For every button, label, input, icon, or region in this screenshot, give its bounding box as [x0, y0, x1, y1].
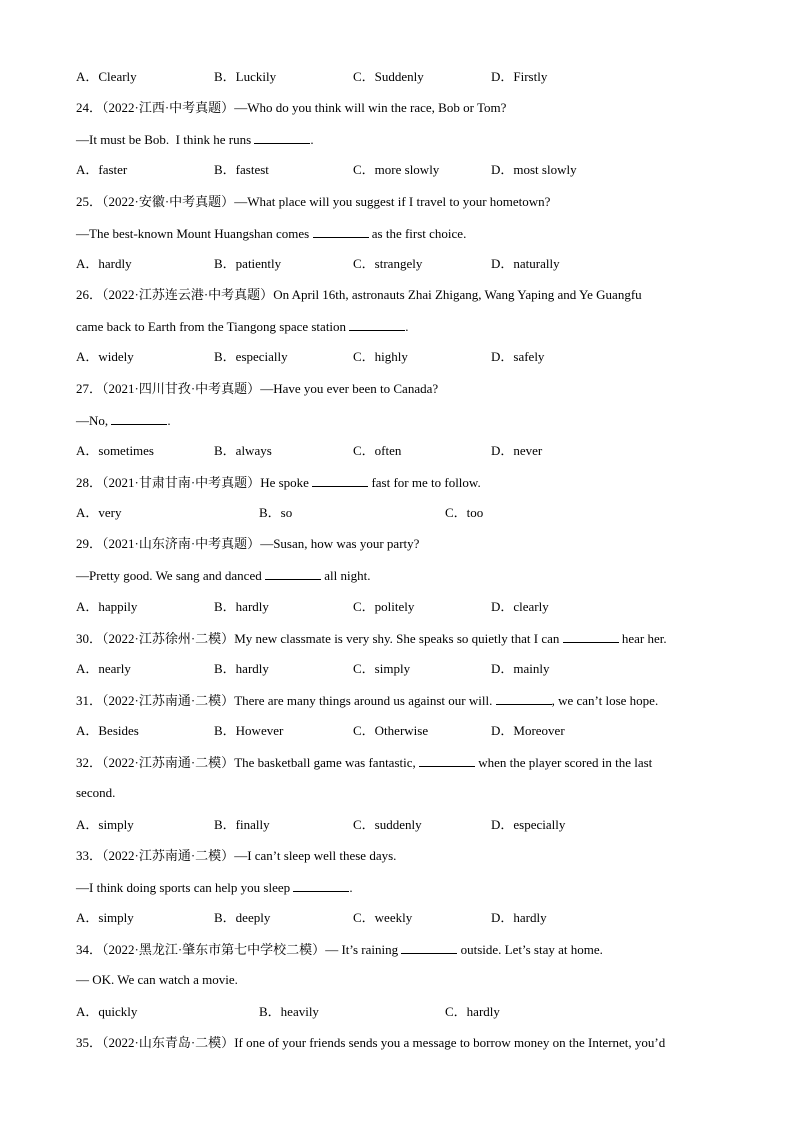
option-c[interactable]: C．suddenly: [353, 817, 422, 832]
question-text: He spoke: [260, 475, 313, 490]
question-stem: [76, 630, 667, 647]
answer-blank[interactable]: [419, 754, 475, 767]
option-a[interactable]: A．very: [76, 505, 122, 520]
question-source: （2021·甘肃甘南·中考真题）: [102, 475, 261, 490]
question-text: .: [405, 319, 409, 334]
question-text: hear her.: [618, 631, 667, 646]
question-line: [76, 225, 466, 242]
question-stem: [76, 754, 652, 771]
question-number: 29．: [76, 536, 103, 551]
answer-blank[interactable]: [313, 225, 369, 238]
question-text: There are many things around us against our will.: [234, 693, 496, 708]
question-text: second.: [76, 785, 116, 800]
question-source: （2022·江苏连云港·中考真题）: [102, 287, 274, 302]
option-b[interactable]: B．finally: [214, 817, 270, 832]
question-line: [76, 412, 171, 429]
question-number: 33．: [76, 848, 103, 863]
question-text: , we can’t lose hope.: [551, 693, 659, 708]
question-text: came back to Earth from the Tiangong space station: [76, 319, 350, 334]
option-d[interactable]: D．safely: [491, 349, 545, 364]
option-a[interactable]: A．quickly: [76, 1004, 138, 1019]
option-a[interactable]: A．Clearly: [76, 69, 137, 84]
question-text: outside. Let’s stay at home.: [457, 942, 603, 957]
option-b[interactable]: B．so: [259, 505, 293, 520]
option-d[interactable]: D．Moreover: [491, 723, 565, 738]
option-b[interactable]: B．deeply: [214, 910, 271, 925]
option-row: [76, 910, 736, 926]
question-number: 28．: [76, 475, 103, 490]
question-text: —No,: [76, 413, 112, 428]
question-stem: [76, 692, 658, 709]
option-row: [76, 349, 736, 365]
question-text: all night.: [320, 568, 371, 583]
option-row: [76, 817, 736, 833]
question-number: 32．: [76, 755, 103, 770]
question-text: .: [349, 880, 353, 895]
option-d[interactable]: D．clearly: [491, 599, 549, 614]
option-a[interactable]: A．simply: [76, 817, 134, 832]
option-c[interactable]: C．Otherwise: [353, 723, 429, 738]
question-source: （2022·安徽·中考真题）: [102, 194, 235, 209]
question-line: [76, 785, 115, 801]
option-b[interactable]: B．However: [214, 723, 284, 738]
option-a[interactable]: A．widely: [76, 349, 134, 364]
answer-blank[interactable]: [293, 879, 349, 892]
question-number: 34．: [76, 942, 103, 957]
question-text: The basketball game was fantastic,: [234, 755, 420, 770]
option-b[interactable]: B．especially: [214, 349, 288, 364]
question-number: 30．: [76, 631, 103, 646]
question-text: — OK. We can watch a movie.: [76, 972, 238, 987]
question-number: 27．: [76, 381, 103, 396]
question-number: 26．: [76, 287, 103, 302]
question-stem: [76, 941, 603, 958]
question-line: [76, 318, 409, 335]
option-row: [76, 69, 736, 85]
option-row: [76, 723, 736, 739]
option-d[interactable]: D．especially: [491, 817, 566, 832]
option-b[interactable]: B．hardly: [214, 599, 269, 614]
option-b[interactable]: B．heavily: [259, 1004, 319, 1019]
question-text: —Pretty good. We sang and danced: [76, 568, 265, 583]
option-a[interactable]: A．happily: [76, 599, 138, 614]
question-source: （2022·江苏南通·二模）: [102, 755, 235, 770]
option-row: [76, 599, 736, 615]
question-source: （2022·江西·中考真题）: [102, 100, 235, 115]
question-text: as the first choice.: [368, 226, 467, 241]
option-c[interactable]: C．hardly: [445, 1004, 500, 1019]
question-stem: [76, 848, 396, 864]
question-number: 24．: [76, 100, 103, 115]
option-c[interactable]: C．too: [445, 505, 484, 520]
option-d[interactable]: D．Firstly: [491, 69, 548, 84]
question-source: （2022·山东青岛·二模）: [102, 1035, 235, 1050]
question-text: —Who do you think will win the race, Bob or Tom?: [234, 100, 507, 115]
option-a[interactable]: A．Besides: [76, 723, 139, 738]
question-text: If one of your friends sends you a message to borrow money on the Internet, you’d: [234, 1035, 666, 1050]
question-stem: [76, 100, 506, 116]
option-row: [76, 1004, 736, 1020]
option-c[interactable]: C．highly: [353, 349, 408, 364]
question-text: My new classmate is very shy. She speaks so quietly that I can: [234, 631, 563, 646]
option-b[interactable]: B．always: [214, 443, 272, 458]
question-text: — It’s raining: [325, 942, 402, 957]
question-number: 31．: [76, 693, 103, 708]
option-b[interactable]: B．patiently: [214, 256, 282, 271]
question-stem: [76, 381, 438, 397]
question-text: —I can’t sleep well these days.: [234, 848, 397, 863]
option-a[interactable]: A．nearly: [76, 661, 131, 676]
question-source: （2021·山东济南·中考真题）: [102, 536, 261, 551]
option-row: [76, 661, 736, 677]
option-c[interactable]: C．politely: [353, 599, 415, 614]
option-row: [76, 505, 736, 521]
option-b[interactable]: B．Luckily: [214, 69, 277, 84]
question-source: （2022·江苏南通·二模）: [102, 848, 235, 863]
question-text: fast for me to follow.: [368, 475, 481, 490]
question-text: —The best-known Mount Huangshan comes: [76, 226, 313, 241]
answer-blank[interactable]: [254, 131, 310, 144]
question-number: 35．: [76, 1035, 103, 1050]
question-line: [76, 879, 353, 896]
answer-blank[interactable]: [401, 941, 457, 954]
question-source: （2021·四川甘孜·中考真题）: [102, 381, 261, 396]
option-row: [76, 443, 736, 459]
question-stem: [76, 194, 550, 210]
answer-blank[interactable]: [563, 630, 619, 643]
option-d[interactable]: D．naturally: [491, 256, 560, 271]
question-text: .: [310, 132, 314, 147]
option-d[interactable]: D．never: [491, 443, 543, 458]
answer-blank[interactable]: [349, 318, 405, 331]
question-source: （2022·黑龙江·肇东市第七中学校二模）: [102, 942, 326, 957]
option-d[interactable]: D．mainly: [491, 661, 550, 676]
question-text: —I think doing sports can help you sleep: [76, 880, 294, 895]
option-c[interactable]: C．more slowly: [353, 162, 440, 177]
question-source: （2022·江苏南通·二模）: [102, 693, 235, 708]
question-stem: [76, 474, 481, 491]
question-source: （2022·江苏徐州·二模）: [102, 631, 235, 646]
option-c[interactable]: C．strangely: [353, 256, 423, 271]
question-stem: [76, 1035, 665, 1051]
option-a[interactable]: A．hardly: [76, 256, 132, 271]
question-line: [76, 131, 314, 148]
question-text: .: [167, 413, 171, 428]
answer-blank[interactable]: [496, 692, 552, 705]
option-a[interactable]: A．simply: [76, 910, 134, 925]
question-text: —It must be Bob. I think he runs: [76, 132, 255, 147]
question-line: [76, 567, 370, 584]
option-b[interactable]: B．hardly: [214, 661, 269, 676]
option-d[interactable]: D．most slowly: [491, 162, 577, 177]
question-stem: [76, 287, 642, 303]
option-c[interactable]: C．weekly: [353, 910, 413, 925]
question-number: 25．: [76, 194, 103, 209]
question-text: —Susan, how was your party?: [260, 536, 420, 551]
option-row: [76, 256, 736, 272]
option-c[interactable]: C．simply: [353, 661, 411, 676]
question-text: —Have you ever been to Canada?: [260, 381, 439, 396]
option-a[interactable]: A．sometimes: [76, 443, 154, 458]
option-b[interactable]: B．fastest: [214, 162, 269, 177]
option-d[interactable]: D．hardly: [491, 910, 547, 925]
answer-blank[interactable]: [265, 567, 321, 580]
option-c[interactable]: C．Suddenly: [353, 69, 424, 84]
question-text: —What place will you suggest if I travel to your hometown?: [234, 194, 551, 209]
answer-blank[interactable]: [312, 474, 368, 487]
question-text: On April 16th, astronauts Zhai Zhigang, Wang Yaping and Ye Guangfu: [273, 287, 642, 302]
question-line: [76, 972, 238, 988]
option-a[interactable]: A．faster: [76, 162, 128, 177]
option-c[interactable]: C．often: [353, 443, 402, 458]
answer-blank[interactable]: [111, 412, 167, 425]
question-text: when the player scored in the last: [475, 755, 653, 770]
question-stem: [76, 536, 419, 552]
option-row: [76, 162, 736, 178]
